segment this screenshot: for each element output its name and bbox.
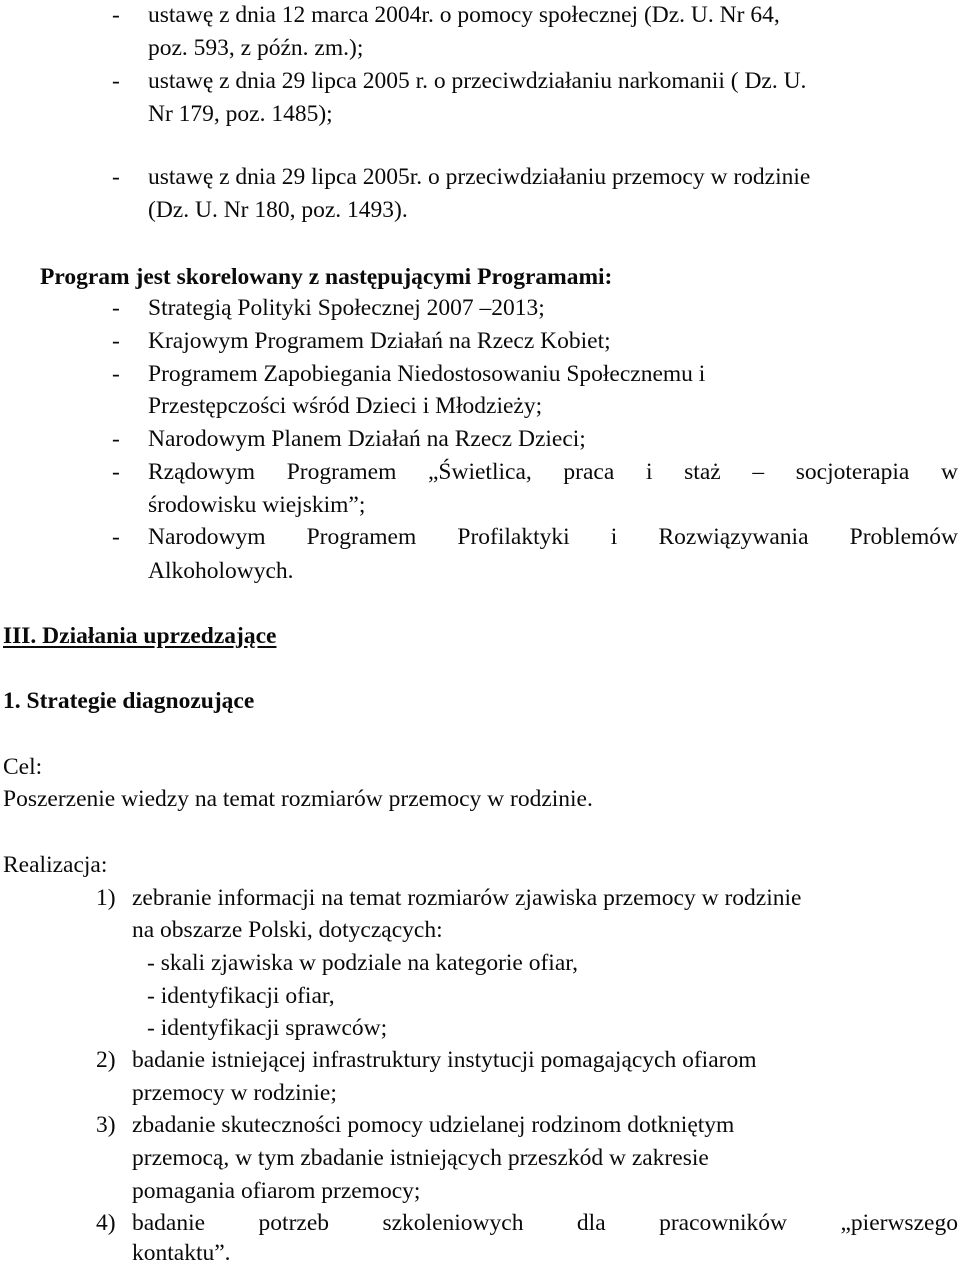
task-number: 1) <box>96 885 116 911</box>
list-dash: - <box>112 2 120 28</box>
task-text: zebranie informacji na temat rozmiarów zjawiska przemocy w rodzinie <box>132 885 802 911</box>
word: i <box>610 524 618 550</box>
word: Narodowym <box>148 524 266 550</box>
law-text: ustawę z dnia 12 marca 2004r. o pomocy społecznej (Dz. U. Nr 64, <box>148 2 780 28</box>
task-number: 3) <box>96 1112 116 1138</box>
list-dash: - <box>112 426 120 452</box>
programs-heading: Program jest skorelowany z następującymi Programami: <box>40 264 613 290</box>
law-text: Nr 179, poz. 1485); <box>148 101 333 127</box>
program-text: Krajowym Programem Działań na Rzecz Kobiet; <box>148 328 611 354</box>
word: Programem <box>286 459 397 485</box>
list-dash: - <box>112 361 120 387</box>
law-text: ustawę z dnia 29 lipca 2005 r. o przeciwdziałaniu narkomanii ( Dz. U. <box>148 68 807 94</box>
word: staż <box>684 459 721 485</box>
list-dash: - <box>112 328 120 354</box>
realization-label: Realizacja: <box>3 852 108 878</box>
word: potrzeb <box>258 1210 330 1236</box>
list-dash: - <box>112 459 120 485</box>
program-text: Strategią Polityki Społecznej 2007 –2013; <box>148 295 545 321</box>
word: pracowników <box>659 1210 788 1236</box>
word: „Świetlica, <box>428 459 532 485</box>
task-text: zbadanie skuteczności pomocy udzielanej rodzinom dotkniętym <box>132 1112 735 1138</box>
task-subitem: - skali zjawiska w podziale na kategorie ofiar, <box>147 950 579 976</box>
goal-text: Poszerzenie wiedzy na temat rozmiarów przemocy w rodzinie. <box>3 786 593 812</box>
word: dla <box>576 1210 606 1236</box>
list-dash: - <box>112 295 120 321</box>
program-text: środowisku wiejskim”; <box>148 492 366 518</box>
list-dash: - <box>112 164 120 190</box>
word: Rozwiązywania <box>658 524 809 550</box>
task-number: 4) <box>96 1210 116 1236</box>
word: Rządowym <box>148 459 256 485</box>
program-text-justified <box>148 457 958 487</box>
program-text: Narodowym Planem Działań na Rzecz Dzieci; <box>148 426 586 452</box>
section-title: III. Działania uprzedzające <box>3 623 277 649</box>
task-text-justified <box>132 1208 958 1238</box>
word: badanie <box>132 1210 206 1236</box>
task-text: kontaktu”. <box>132 1240 231 1266</box>
law-text: poz. 593, z późn. zm.); <box>148 35 364 61</box>
word: socjoterapia <box>795 459 910 485</box>
word: „pierwszego <box>840 1210 958 1236</box>
task-text: badanie istniejącej infrastruktury instytucji pomagających ofiarom <box>132 1047 757 1073</box>
law-text: (Dz. U. Nr 180, poz. 1493). <box>148 197 408 223</box>
goal-label: Cel: <box>3 754 43 780</box>
program-text: Programem Zapobiegania Niedostosowaniu Społecznemu i <box>148 361 706 387</box>
task-text: na obszarze Polski, dotyczących: <box>132 917 443 943</box>
task-text: przemocą, w tym zbadanie istniejących przeszkód w zakresie <box>132 1145 709 1171</box>
list-dash: - <box>112 68 120 94</box>
task-subitem: - identyfikacji ofiar, <box>147 983 335 1009</box>
task-text: przemocy w rodzinie; <box>132 1080 337 1106</box>
section-subtitle: 1. Strategie diagnozujące <box>3 688 255 714</box>
word: Programem <box>306 524 417 550</box>
word: praca <box>563 459 615 485</box>
word: szkoleniowych <box>382 1210 524 1236</box>
word: i <box>645 459 653 485</box>
task-text: pomagania ofiarom przemocy; <box>132 1178 421 1204</box>
program-text-justified <box>148 522 958 552</box>
word: Profilaktyki <box>457 524 570 550</box>
task-subitem: - identyfikacji sprawców; <box>147 1015 388 1041</box>
list-dash: - <box>112 524 120 550</box>
program-text: Przestępczości wśród Dzieci i Młodzieży; <box>148 393 543 419</box>
law-text: ustawę z dnia 29 lipca 2005r. o przeciwdziałaniu przemocy w rodzinie <box>148 164 811 190</box>
word: w <box>940 459 958 485</box>
word: Problemów <box>849 524 958 550</box>
program-text: Alkoholowych. <box>148 558 294 584</box>
task-number: 2) <box>96 1047 116 1073</box>
word: – <box>752 459 765 485</box>
